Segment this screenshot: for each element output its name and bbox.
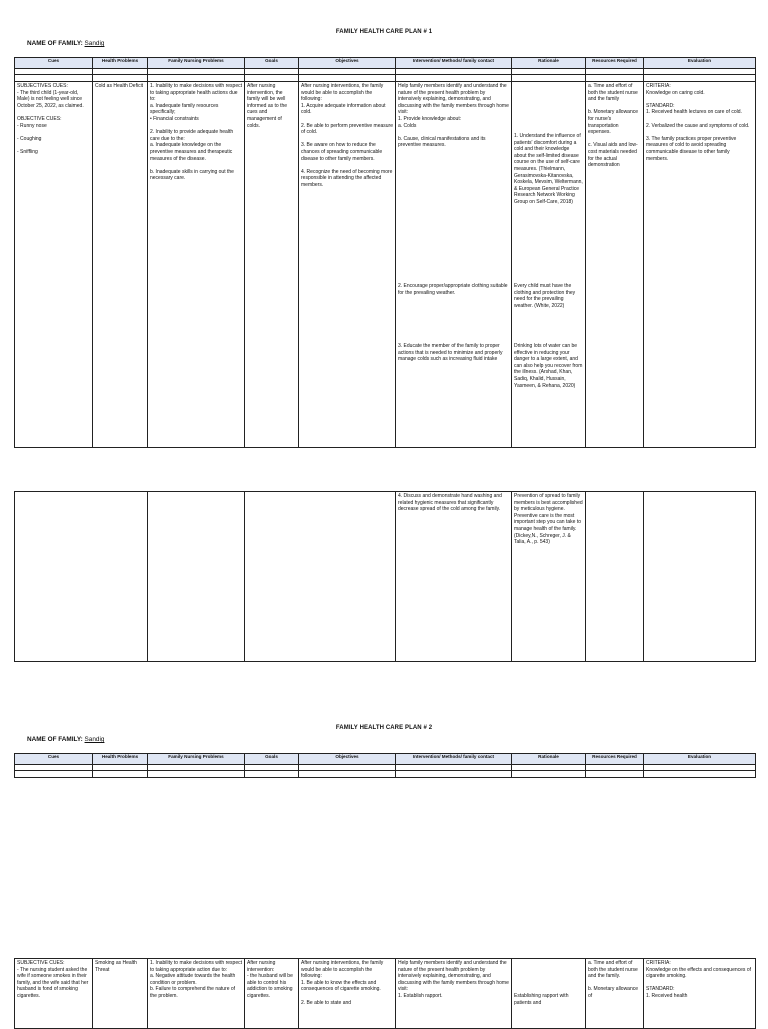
plan1-continued-row: [15, 492, 756, 662]
header-rationale: Rationale: [512, 754, 586, 765]
plan2-objectives: After nursing interventions, the family would be able to accomplish the following: 1. Be able to know the effects and consequences of cigarette smoking. 2. Be able to state and: [299, 959, 396, 1029]
header-goals: Goals: [245, 754, 299, 765]
plan2-family-name: NAME OF FAMILY: Sandig: [27, 736, 105, 743]
plan1-cues: SUBJECTIVES CUES: - The third child (1-year-old, Male) is not feeling well since October 25, 2022, as claimed. OBJECTIVE CUES: - Runny nose - Coughing - Sniffling: [15, 82, 93, 448]
plan2-body-table: [14, 958, 756, 1029]
plan1-evaluation: CRITERIA: Knowledge on caring cold. STANDARD: 1. Received health lectures on care of cold. 2. Verbalized the cause and symptoms of cold. 3. The family practices proper preventive measures of cold to avoid spreading communicable disease to other family members.: [644, 82, 756, 448]
plan2-health-problem: Smoking as Health Threat: [93, 959, 148, 1029]
plan1-family-name: NAME OF FAMILY: Sandig: [27, 40, 105, 47]
header-evaluation: Evaluation: [644, 58, 756, 69]
plan2-title: FAMILY HEALTH CARE PLAN # 2: [335, 725, 433, 731]
plan1-goals: After nursing intervention, the family will be well informed as to the cues and management of colds.: [245, 82, 299, 448]
plan1-intervention-1: Help family members identify and understand the nature of the present health problem by intensively explaining, demonstrating, and discussing with the family members through home visit: 1. Provide knowledge about: a. Colds b. Cause, clinical manifestations and its preventive measures.: [398, 83, 509, 149]
plan1-rationale-2: Every child must have the clothing and protection they need for the prevailing weather. (White, 2022): [514, 283, 576, 309]
plan1-rationales: [512, 82, 586, 448]
plan1-intervention-4: 4. Discuss and demonstrate hand washing and related hygienic measures that significantly decrease spread of the cold among the family.: [396, 492, 512, 662]
plan1-health-problem: Cold as Health Deficit: [93, 82, 148, 448]
header-evaluation: Evaluation: [644, 754, 756, 765]
header-goals: Goals: [245, 58, 299, 69]
plan1-intervention-3: 3. Educate the member of the family to proper actions that is needed to minimize and properly manage colds such as increasing fluid intake: [398, 343, 503, 363]
plan1-title: FAMILY HEALTH CARE PLAN # 1: [335, 29, 433, 35]
header-resources: Resources Required: [586, 58, 644, 69]
plan2-header-row: [15, 754, 756, 765]
header-objectives: Objectives: [299, 754, 396, 765]
plan2-goals: After nursing intervention: - the husband will be able to control his addiction to smoking cigarettes.: [245, 959, 299, 1029]
plan2-intervention: Help family members identify and understand the nature of the present health problem by intensively explaining, demonstrating, and discussing with the family members through home visit: 1. Establish rapport.: [396, 959, 512, 1029]
plan1-rationale-4: Prevention of spread to family members is best accomplished by meticulous hygiene. Preventive care is the most important step you can take to manage health of the family. (Dickey,N., Schreger, J. & Talia, A., p. 543): [512, 492, 586, 662]
header-resources: Resources Required: [586, 754, 644, 765]
header-family-nursing-problems: Family Nursing Problems: [148, 58, 245, 69]
plan1-rationale-1: 1. Understand the influence of patients' discomfort during a cold and their knowledge about the self-limited disease course on the use of self-care measures. (Thielmann, Gerasimovska-Kitanovska, Koskela, Mevsim, Weltermann, & European General Practice Research Network Working Group on Self-Care, 2018): [514, 133, 583, 205]
plan2-rationale: Establishing rapport with patients and: [512, 959, 586, 1029]
plan1-body-row: [15, 82, 756, 448]
plan2-evaluation: CRITERIA: Knowledge on the effects and consequences of cigarette smoking. STANDARD: 1. Received health: [644, 959, 756, 1029]
header-family-nursing-problems: Family Nursing Problems: [148, 754, 245, 765]
plan2-table: [14, 753, 756, 778]
plan2-body-row: [15, 959, 756, 1029]
plan2-cues: SUBJECTIVE CUES: - The nursing student asked the wife if someone smokes in their family, and the wife said that her husband is fond of smoking cigarettes.: [15, 959, 93, 1029]
plan1-table: [14, 57, 756, 448]
header-intervention: Intervention/ Methods/ family contact: [396, 58, 512, 69]
plan1-rationale-3: Drinking lots of water can be effective in reducing your danger to a large extent, and can also help you recover from the illness. (Arshad, Khan, Sadiq, Khalid, Hussain, Yasmeen, & Rehana, 2020): [514, 343, 583, 389]
header-objectives: Objectives: [299, 58, 396, 69]
plan1-header-row: [15, 58, 756, 69]
header-health-problems: Health Problems: [93, 58, 148, 69]
plan2-resources: a. Time and effort of both the student nurse and the family. b. Monetary allowance of: [586, 959, 644, 1029]
plan1-objectives: After nursing interventions, the family would be able to accomplish the following: 1. Acquire adequate information about cold. 2. Be able to perform preventive measure of cold. 3. Be aware on how to reduce the chances of spreading communicable disease to other family members. 4. Recognize the need of becoming more responsible in attending the affected members.: [299, 82, 396, 448]
plan1-interventions: [396, 82, 512, 448]
plan2-nursing-problems: 1. Inability to make decisions with respect to taking appropriate action due to: a. Negative attitude towards the health condition or problem. b. Failure to comprehend the nature of the problem.: [148, 959, 245, 1029]
header-health-problems: Health Problems: [93, 754, 148, 765]
plan1-resources: a. Time and effort of both the student nurse and the family b. Monetary allowance for nurse's transportation expenses. c. Visual aids and low-cost materials needed for the actual demonstration: [586, 82, 644, 448]
header-intervention: Intervention/ Methods/ family contact: [396, 754, 512, 765]
header-cues: Cues: [15, 754, 93, 765]
plan1-continued-table: [14, 491, 756, 662]
plan1-nursing-problems: 1. Inability to make decisions with respect to taking appropriate health actions due to: a. Inadequate family resources specifically; • Financial constraints 2. Inability to provide adequate health care due to the: a. Inadequate knowledge on the preventive measures and therapeutic measures of the disease. b. Inadequate skills in carrying out the necessary care.: [148, 82, 245, 448]
plan1-intervention-2: 2. Encourage proper/appropriate clothing suitable for the prevailing weather.: [398, 283, 508, 296]
header-cues: Cues: [15, 58, 93, 69]
header-rationale: Rationale: [512, 58, 586, 69]
